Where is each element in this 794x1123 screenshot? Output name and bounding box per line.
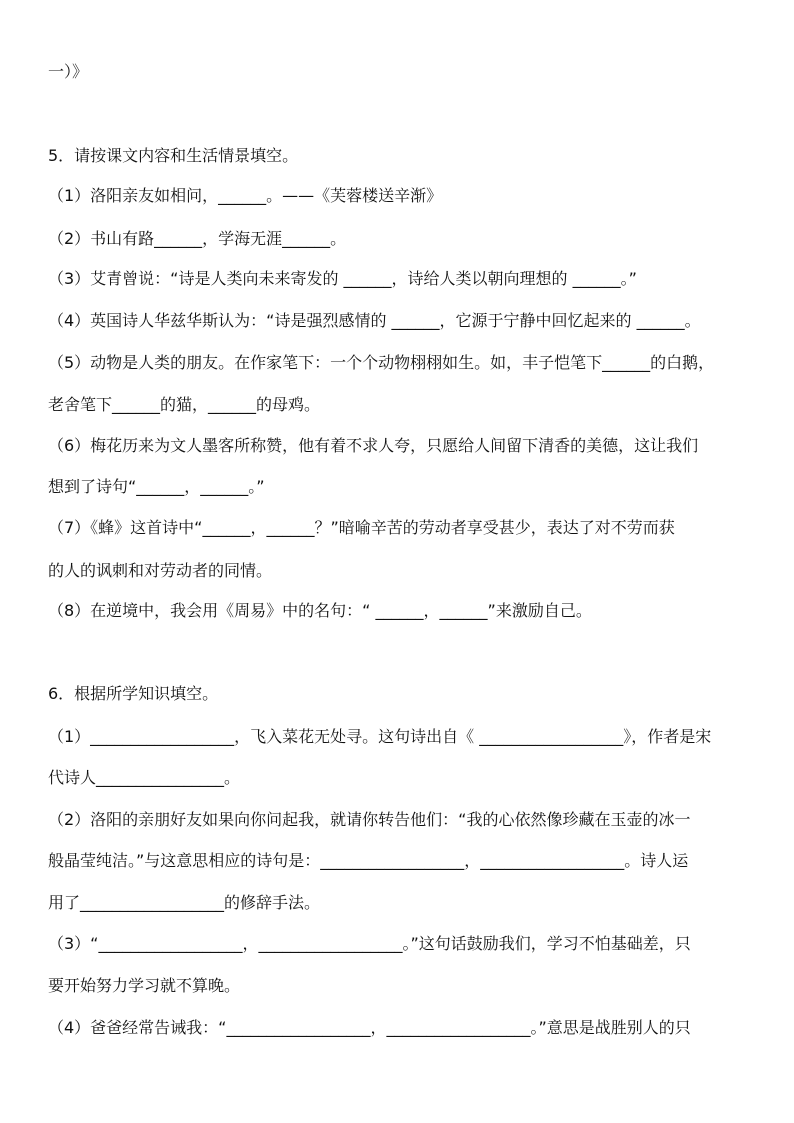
- q5-item-4: （4）英国诗人华兹华斯认为：“诗是强烈感情的 ______，它源于宁静中回忆起来的 ______。: [48, 311, 701, 330]
- q6-item-1: （1）__________________，飞入菜花无处寻。这句诗出自《 __________________》，作者是宋: [48, 727, 712, 746]
- q6-item-2-cont2: 用了__________________的修辞手法。: [48, 893, 321, 912]
- q6-item-3-cont: 要开始努力学习就不算晚。: [48, 976, 241, 995]
- q5-item-5: （5）动物是人类的朋友。在作家笔下：一个个动物栩栩如生。如，丰子恺笔下______的白鹅，: [48, 353, 715, 372]
- q6-item-2: （2）洛阳的亲朋好友如果向你问起我，就请你转告他们：“我的心依然像珍藏在玉壶的冰一: [48, 810, 691, 829]
- q6-item-4: （4）爸爸经常告诫我：“__________________，__________________。”意思是战胜别人的只: [48, 1018, 691, 1037]
- q5-item-2: （2）书山有路______，学海无涯______。: [48, 229, 347, 248]
- q5-item-1: （1）洛阳亲友如相问，______。——《芙蓉楼送辛渐》: [48, 186, 443, 205]
- q5-item-7: （7）《蜂》这首诗中“______，______？”暗喻辛苦的劳动者享受甚少，表达了对不劳而获: [48, 518, 675, 537]
- q6-item-1-cont: 代诗人________________。: [48, 768, 241, 787]
- q6-item-3: （3）“__________________，__________________。”这句话鼓励我们，学习不怕基础差，只: [48, 934, 691, 953]
- question-6-heading: 6．根据所学知识填空。: [48, 684, 219, 703]
- q5-item-6: （6）梅花历来为文人墨客所称赞，他有着不求人夸，只愿给人间留下清香的美德，这让我们: [48, 436, 699, 455]
- continued-fragment: 一）》: [48, 62, 89, 81]
- q5-item-8: （8）在逆境中，我会用《周易》中的名句：“ ______，______”来激励自己。: [48, 601, 592, 620]
- q5-item-7-cont: 的人的讽刺和对劳动者的同情。: [48, 561, 273, 580]
- q5-item-3: （3）艾青曾说：“诗是人类向未来寄发的 ______，诗给人类以朝向理想的 ______。”: [48, 269, 637, 288]
- q6-item-2-cont: 般晶莹纯洁。”与这意思相应的诗句是：__________________，__________________。诗人运: [48, 851, 689, 870]
- q5-item-5-cont: 老舍笔下______的猫，______的母鸡。: [48, 395, 321, 414]
- question-5-heading: 5．请按课文内容和生活情景填空。: [48, 146, 299, 165]
- q5-item-6-cont: 想到了诗句“______，______。”: [48, 477, 265, 496]
